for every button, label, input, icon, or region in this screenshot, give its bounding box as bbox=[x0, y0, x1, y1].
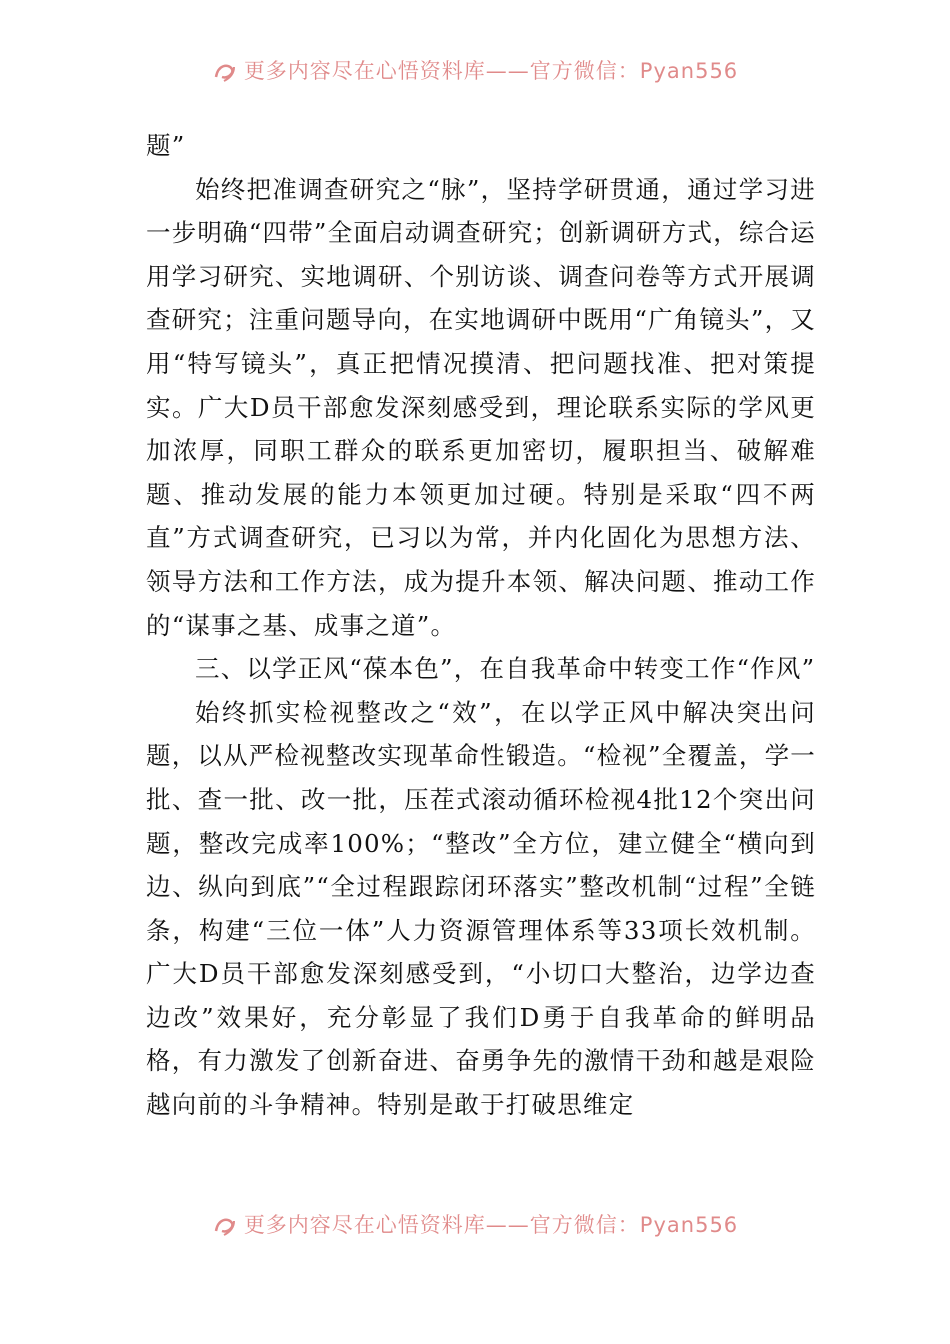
paragraph-2: 始终把准调查研究之“脉”，坚持学研贯通，通过学习进一步明确“四带”全面启动调查研究；创新调研方式，综合运用学习研究、实地调研、个别访谈、调查问卷等方式开展调查研究；注重问题导向，在实地调研中既用“广角镜头”，又用“特写镜头”，真正把情况摸清、把问题找准、把对策提实。广大D员干部愈发深刻感受到，理论联系实际的学风更加浓厚，同职工群众的联系更加密切，履职担当、破解难题、推动发展的能力本领更加过硬。特别是采取“四不两直”方式调查研究，已习以为常，并内化固化为思想方法、领导方法和工作方法，成为提升本领、解决问题、推动工作的“谋事之基、成事之道”。 bbox=[146, 174, 816, 640]
paragraph-4: 始终抓实检视整改之“效”，在以学正风中解决突出问题，以从严检视整改实现革命性锻造。“检视”全覆盖，学一批、查一批、改一批，压茬式滚动循环检视4批12个突出问题，整改完成率100%；“整改”全方位，建立健全“横向到边、纵向到底”“全过程跟踪闭环落实”整改机制“过程”全链条，构建“三位一体”人力资源管理体系等33项长效机制。广大D员干部愈发深刻感受到，“小切口大整治，边学边查边改”效果好，充分彰显了我们D勇于自我革命的鲜明品格，有力激发了创新奋进、奋勇争先的激情干劲和越是艰险越向前的斗争精神。特别是敢于打破思维定 bbox=[146, 697, 816, 1120]
header-watermark bbox=[0, 56, 950, 86]
logo-icon bbox=[212, 59, 238, 85]
footer-watermark bbox=[0, 1210, 950, 1240]
header-watermark-text: 更多内容尽在心悟资料库——官方微信：Pyan556 bbox=[243, 59, 739, 83]
section-heading-3: 三、以学正风“葆本色”，在自我革命中转变工作“作风” bbox=[195, 654, 816, 684]
logo-icon bbox=[212, 1213, 238, 1239]
document-body bbox=[146, 124, 816, 1127]
paragraph-1: 题” bbox=[146, 131, 186, 160]
footer-watermark-text: 更多内容尽在心悟资料库——官方微信：Pyan556 bbox=[243, 1213, 739, 1237]
